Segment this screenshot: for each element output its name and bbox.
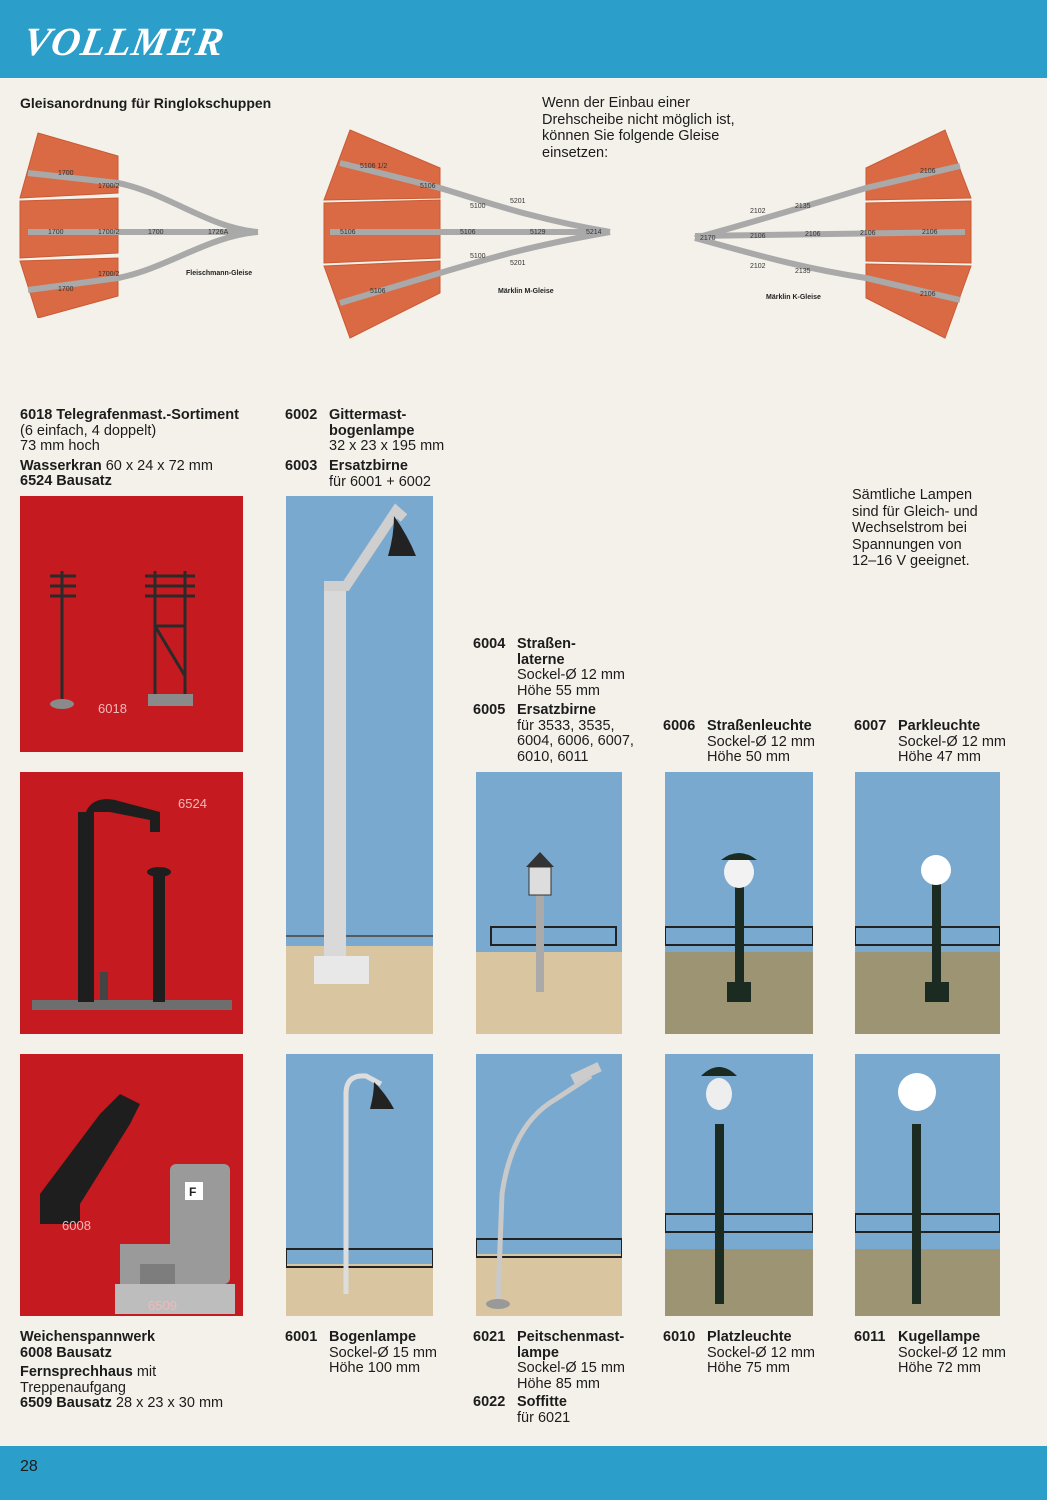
svg-text:1700: 1700 [48, 229, 64, 236]
caption-6004: 6004 Straßen- laterne Sockel-Ø 12 mm Höhe 55 mm [473, 636, 625, 699]
svg-text:5201: 5201 [510, 198, 526, 205]
header-band [0, 0, 1047, 78]
svg-text:1700/2: 1700/2 [98, 271, 120, 278]
caption-6021: 6021 Peitschenmast- lampe Sockel-Ø 15 mm Höhe 85 mm [473, 1329, 625, 1392]
photo-label-6018: 6018 [98, 701, 127, 716]
photo-6007-park-light [855, 772, 1000, 1034]
photo-label-6008: 6008 [62, 1218, 91, 1233]
caption-6524: 6524 Bausatz [20, 473, 112, 489]
svg-text:1700: 1700 [58, 170, 74, 177]
caption-wasserkran: Wasserkran 60 x 24 x 72 mm [20, 458, 213, 474]
photo-6010-square-light [665, 1054, 813, 1316]
diagram-label: Märklin K-Gleise [766, 294, 821, 301]
svg-text:2170: 2170 [700, 235, 716, 242]
voltage-note: Sämtliche Lampen sind für Gleich- und Wechselstrom bei Spannungen von 12–16 V geeignet. [852, 487, 978, 569]
caption-6001: 6001 Bogenlampe Sockel-Ø 15 mm Höhe 100 mm [285, 1329, 437, 1376]
svg-text:1700: 1700 [58, 286, 74, 293]
svg-text:2106: 2106 [860, 230, 876, 237]
photo-6001-arc-lamp [286, 1054, 433, 1316]
section-heading: Gleisanordnung für Ringlokschuppen [20, 95, 272, 111]
track-note: Wenn der Einbau einer Drehscheibe nicht möglich ist, können Sie folgende Gleise einsetzen: [542, 95, 735, 161]
caption-6008-6509: Weichenspannwerk 6008 Bausatz Fernsprechhaus mit Treppenaufgang 6509 Bausatz 28 x 23 x 30 mm [20, 1329, 224, 1411]
svg-text:5106: 5106 [420, 183, 436, 190]
caption-6003: 6003 Ersatzbirne für 6001 + 6002 [285, 458, 431, 490]
svg-text:2106: 2106 [750, 233, 766, 240]
svg-text:2106: 2106 [920, 291, 936, 298]
maerklin-k-track-diagram [690, 128, 975, 340]
photo-label-6524: 6524 [178, 796, 207, 811]
footer-band [0, 1446, 1047, 1500]
svg-text:5100: 5100 [470, 253, 486, 260]
caption-6011: 6011 Kugellampe Sockel-Ø 12 mm Höhe 72 mm [854, 1329, 1006, 1376]
caption-6018: 6018 Telegrafenmast.-Sortiment (6 einfach, 4 doppelt) 73 mm hoch [20, 407, 239, 454]
svg-text:1700/2: 1700/2 [98, 183, 120, 190]
photo-label-6509: 6509 [148, 1298, 177, 1313]
caption-6010: 6010 Platzleuchte Sockel-Ø 12 mm Höhe 75 mm [663, 1329, 815, 1376]
photo-6011-ball-lamp [855, 1054, 1000, 1316]
caption-6007: 6007 Parkleuchte Sockel-Ø 12 mm Höhe 47 mm [854, 718, 1006, 765]
photo-water-crane [20, 772, 243, 1034]
photo-6006-street-light [665, 772, 813, 1034]
svg-text:F: F [189, 1185, 197, 1199]
svg-text:2102: 2102 [750, 208, 766, 215]
svg-text:5214: 5214 [586, 229, 602, 236]
svg-text:5106: 5106 [460, 229, 476, 236]
svg-text:1700: 1700 [148, 229, 164, 236]
svg-text:2135: 2135 [795, 268, 811, 275]
svg-text:2102: 2102 [750, 263, 766, 270]
svg-text:2135: 2135 [795, 203, 811, 210]
photo-lattice-mast-lamp [286, 496, 433, 1034]
photo-signal-phonebooth [20, 1054, 243, 1316]
svg-text:5106 1/2: 5106 1/2 [360, 163, 388, 170]
diagram-label: Fleischmann-Gleise [186, 270, 253, 277]
svg-text:2106: 2106 [805, 231, 821, 238]
maerklin-m-track-diagram [320, 128, 620, 340]
caption-6002: 6002 Gittermast- bogenlampe 32 x 23 x 195 mm [285, 407, 445, 454]
svg-text:2106: 2106 [922, 229, 938, 236]
diagram-label: Märklin M-Gleise [498, 288, 554, 295]
photo-6021-whip-lamp [476, 1054, 622, 1316]
svg-text:1700/2: 1700/2 [98, 229, 120, 236]
svg-text:5129: 5129 [530, 229, 546, 236]
svg-text:5106: 5106 [370, 288, 386, 295]
shed-bay [20, 198, 118, 258]
fleischmann-track-diagram [18, 128, 268, 318]
svg-text:2106: 2106 [920, 168, 936, 175]
photo-6004-street-lantern [476, 772, 622, 1034]
svg-text:5106: 5106 [340, 229, 356, 236]
brand-logo: VOLLMER [20, 19, 229, 64]
svg-text:1726A: 1726A [208, 229, 229, 236]
caption-6006: 6006 Straßenleuchte Sockel-Ø 12 mm Höhe 50 mm [663, 718, 815, 765]
photo-telegraph-poles [20, 496, 243, 752]
svg-text:5201: 5201 [510, 260, 526, 267]
caption-6005: 6005 Ersatzbirne für 3533, 3535, 6004, 6006, 6007, 6010, 6011 [473, 702, 634, 765]
caption-6022: 6022 Soffitte für 6021 [473, 1394, 571, 1426]
svg-text:5100: 5100 [470, 203, 486, 210]
page-number: 28 [20, 1458, 38, 1475]
